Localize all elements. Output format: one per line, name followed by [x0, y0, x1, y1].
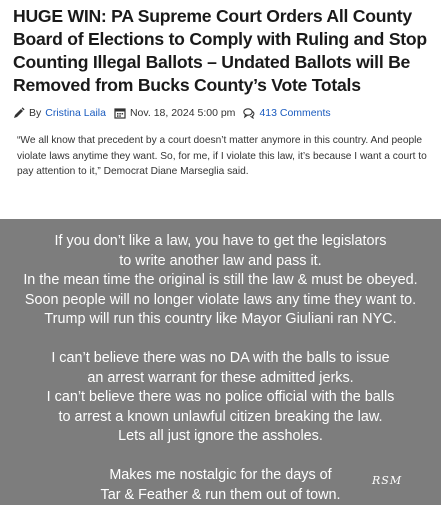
- article-headline: HUGE WIN: PA Supreme Court Orders All County Board of Elections to Comply with Ruling and Stop Counting Illegal Ballots – Undated Ballots will Be Removed from Bucks County’s Vote Totals: [13, 5, 432, 97]
- paragraph-spacer: [0, 447, 441, 467]
- overlay-comment: [0, 232, 441, 505]
- article-quote: “We all know that precedent by a court doesn’t matter anymore in this country. And people violate laws anytime they want. So, for me, if I violate this law, it’s because I want a court to pay attention to it,” Democrat Diane Marseglia said.: [17, 133, 428, 180]
- comment-line: an arrest warrant for these admitted jerks.: [0, 369, 441, 389]
- comment-line: I can’t believe there was no police official with the balls: [0, 388, 441, 408]
- author-link[interactable]: Cristina Laila: [45, 107, 106, 119]
- signature: RSM: [372, 474, 402, 487]
- byline: [13, 107, 432, 119]
- article-screenshot: [0, 0, 441, 219]
- comment-line: Soon people will no longer violate laws any time they want to.: [0, 291, 441, 311]
- comment-line: to arrest a known unlawful citizen breaking the law.: [0, 408, 441, 428]
- paragraph-spacer: [0, 330, 441, 350]
- comment-line: I can’t believe there was no DA with the balls to issue: [0, 349, 441, 369]
- author-prefix: By: [29, 107, 41, 119]
- comment-line: In the mean time the original is still the law & must be obeyed.: [0, 271, 441, 291]
- calendar-icon: [114, 107, 126, 119]
- comments-link[interactable]: 413 Comments: [259, 107, 330, 119]
- comment-line: to write another law and pass it.: [0, 252, 441, 272]
- comment-line: If you don’t like a law, you have to get the legislators: [0, 232, 441, 252]
- post-date: Nov. 18, 2024 5:00 pm: [130, 107, 235, 119]
- comment-line: Makes me nostalgic for the days of: [0, 466, 441, 486]
- pencil-icon: [13, 107, 25, 119]
- comments-icon: [243, 107, 255, 119]
- comment-line: Trump will run this country like Mayor Giuliani ran NYC.: [0, 310, 441, 330]
- comment-line: Tar & Feather & run them out of town.: [0, 486, 441, 505]
- comment-line: Lets all just ignore the assholes.: [0, 427, 441, 447]
